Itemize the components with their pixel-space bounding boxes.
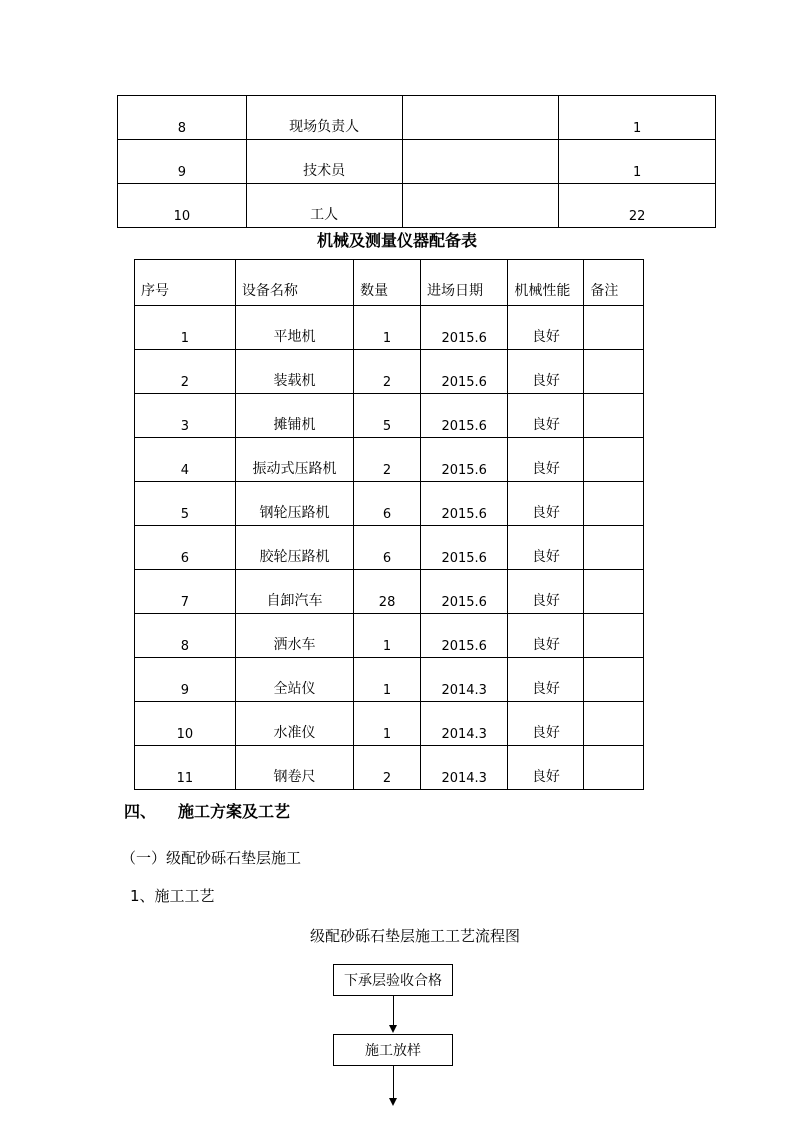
equipment-cell: 2015.6 <box>421 614 508 658</box>
equipment-cell: 良好 <box>508 746 584 790</box>
equipment-cell: 4 <box>135 438 236 482</box>
header-cell: 进场日期 <box>421 260 508 306</box>
equipment-cell: 水准仪 <box>235 702 353 746</box>
equipment-cell: 5 <box>135 482 236 526</box>
staff-cell <box>402 96 559 140</box>
equipment-cell: 2015.6 <box>421 438 508 482</box>
flow-step-box: 施工放样 <box>333 1034 453 1066</box>
equipment-row <box>135 438 644 482</box>
equipment-row <box>135 614 644 658</box>
equipment-cell <box>584 482 644 526</box>
staff-cell <box>402 184 559 228</box>
staff-cell: 9 <box>118 140 247 184</box>
staff-cell <box>402 140 559 184</box>
equipment-cell: 钢卷尺 <box>235 746 353 790</box>
flow-step-box: 下承层验收合格 <box>333 964 453 996</box>
header-cell: 序号 <box>135 260 236 306</box>
flow-connector <box>393 995 394 1025</box>
equipment-cell: 振动式压路机 <box>235 438 353 482</box>
equipment-cell: 2015.6 <box>421 350 508 394</box>
equipment-cell: 1 <box>354 614 421 658</box>
equipment-cell: 2 <box>354 438 421 482</box>
flow-arrow-icon <box>389 1025 397 1033</box>
equipment-cell: 良好 <box>508 570 584 614</box>
equipment-cell: 良好 <box>508 350 584 394</box>
equipment-cell: 良好 <box>508 614 584 658</box>
equipment-cell: 摊铺机 <box>235 394 353 438</box>
equipment-row <box>135 746 644 790</box>
equipment-cell: 6 <box>354 482 421 526</box>
section-number: 四、 <box>124 802 157 821</box>
section-heading <box>124 799 290 822</box>
staff-row <box>118 140 716 184</box>
equipment-cell: 6 <box>354 526 421 570</box>
staff-table <box>117 95 716 228</box>
header-cell: 数量 <box>354 260 421 306</box>
staff-cell: 8 <box>118 96 247 140</box>
equipment-cell: 胶轮压路机 <box>235 526 353 570</box>
equipment-cell <box>584 658 644 702</box>
equipment-cell: 2015.6 <box>421 394 508 438</box>
staff-cell: 1 <box>559 140 716 184</box>
header-cell: 机械性能 <box>508 260 584 306</box>
equipment-cell <box>584 702 644 746</box>
equipment-cell <box>584 526 644 570</box>
equipment-cell <box>584 394 644 438</box>
equipment-cell: 3 <box>135 394 236 438</box>
equipment-cell: 9 <box>135 658 236 702</box>
staff-row <box>118 184 716 228</box>
equipment-cell <box>584 350 644 394</box>
equipment-row <box>135 306 644 350</box>
equipment-cell: 1 <box>354 702 421 746</box>
equipment-cell: 6 <box>135 526 236 570</box>
equipment-cell: 2014.3 <box>421 702 508 746</box>
equipment-cell: 良好 <box>508 482 584 526</box>
equipment-cell: 2014.3 <box>421 658 508 702</box>
equipment-cell: 良好 <box>508 658 584 702</box>
equipment-table-title: 机械及测量仪器配备表 <box>316 231 477 250</box>
staff-row <box>118 96 716 140</box>
equipment-row <box>135 570 644 614</box>
equipment-cell: 2015.6 <box>421 570 508 614</box>
equipment-cell: 良好 <box>508 438 584 482</box>
flowchart-title: 级配砂砾石垫层施工工艺流程图 <box>309 927 520 945</box>
equipment-cell: 8 <box>135 614 236 658</box>
section-title: 施工方案及工艺 <box>178 802 291 821</box>
staff-cell: 10 <box>118 184 247 228</box>
equipment-cell: 2 <box>354 350 421 394</box>
equipment-cell: 1 <box>354 306 421 350</box>
equipment-cell: 10 <box>135 702 236 746</box>
equipment-cell: 良好 <box>508 526 584 570</box>
equipment-cell <box>584 570 644 614</box>
staff-cell: 现场负责人 <box>246 96 402 140</box>
staff-cell: 1 <box>559 96 716 140</box>
equipment-row <box>135 702 644 746</box>
equipment-row <box>135 658 644 702</box>
staff-cell: 工人 <box>246 184 402 228</box>
equipment-row <box>135 482 644 526</box>
equipment-cell: 全站仪 <box>235 658 353 702</box>
staff-cell: 技术员 <box>246 140 402 184</box>
equipment-cell <box>584 614 644 658</box>
equipment-cell <box>584 306 644 350</box>
equipment-row <box>135 350 644 394</box>
equipment-cell <box>584 746 644 790</box>
equipment-cell: 28 <box>354 570 421 614</box>
subsection-item: 1、施工工艺 <box>130 887 215 905</box>
flow-connector <box>393 1065 394 1098</box>
staff-cell: 22 <box>559 184 716 228</box>
equipment-cell: 11 <box>135 746 236 790</box>
equipment-cell <box>584 438 644 482</box>
equipment-cell: 2015.6 <box>421 306 508 350</box>
equipment-cell: 良好 <box>508 394 584 438</box>
equipment-cell: 2015.6 <box>421 526 508 570</box>
equipment-cell: 良好 <box>508 702 584 746</box>
equipment-header-row <box>135 260 644 306</box>
flow-arrow-icon <box>389 1098 397 1106</box>
equipment-cell: 2015.6 <box>421 482 508 526</box>
header-cell: 备注 <box>584 260 644 306</box>
equipment-cell: 良好 <box>508 306 584 350</box>
equipment-cell: 装载机 <box>235 350 353 394</box>
equipment-cell: 7 <box>135 570 236 614</box>
equipment-cell: 1 <box>135 306 236 350</box>
equipment-cell: 洒水车 <box>235 614 353 658</box>
equipment-cell: 钢轮压路机 <box>235 482 353 526</box>
equipment-cell: 自卸汽车 <box>235 570 353 614</box>
equipment-cell: 2014.3 <box>421 746 508 790</box>
equipment-cell: 平地机 <box>235 306 353 350</box>
equipment-table <box>134 259 644 790</box>
equipment-row <box>135 394 644 438</box>
equipment-cell: 2 <box>135 350 236 394</box>
equipment-row <box>135 526 644 570</box>
equipment-cell: 2 <box>354 746 421 790</box>
header-cell: 设备名称 <box>235 260 353 306</box>
subsection-heading: （一）级配砂砾石垫层施工 <box>121 849 302 867</box>
equipment-cell: 1 <box>354 658 421 702</box>
equipment-cell: 5 <box>354 394 421 438</box>
